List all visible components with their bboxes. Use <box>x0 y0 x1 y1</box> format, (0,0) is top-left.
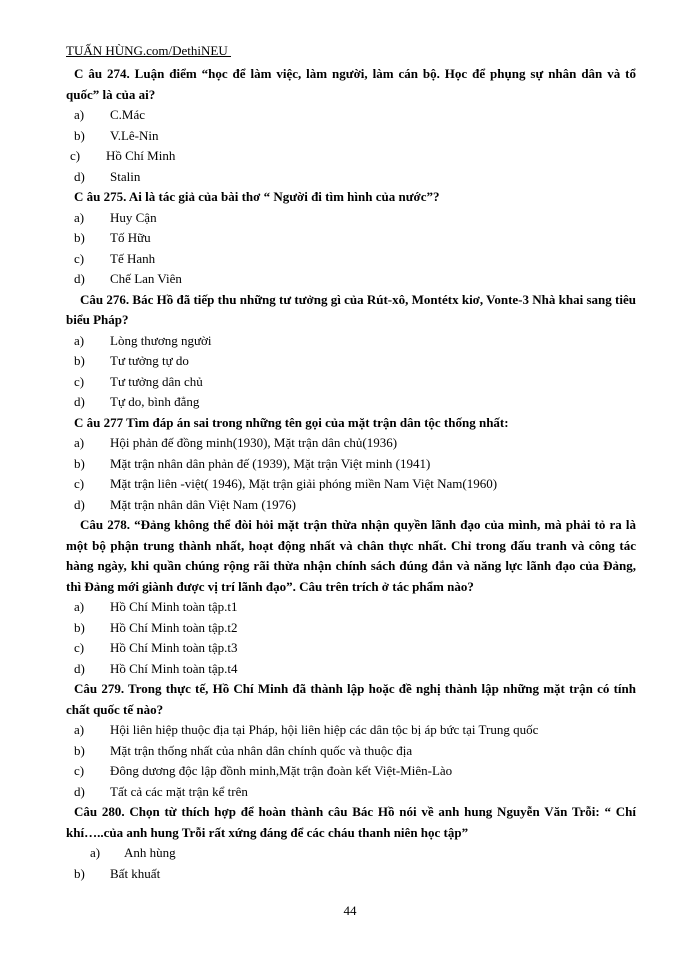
option-text: Hội phản đế đồng minh(1930), Mặt trận dân chủ(1936) <box>110 435 398 450</box>
page-header: TUẤN HÙNG.com/DethiNEU <box>66 43 232 58</box>
page-number: 44 <box>343 903 357 918</box>
option-letter: b) <box>74 619 85 635</box>
option-text: C.Mác <box>110 107 146 122</box>
option-274-a[interactable] <box>66 105 636 126</box>
option-text: Bất khuất <box>110 865 161 881</box>
option-279-b[interactable] <box>66 741 636 762</box>
option-letter: c) <box>74 250 85 266</box>
option-letter: a) <box>74 722 85 737</box>
option-277-d[interactable] <box>66 495 636 516</box>
option-text: Hồ Chí Minh <box>106 148 176 163</box>
option-text: Lòng thương người <box>110 332 212 348</box>
option-text: Mặt trận thống nhất của nhân dân chính quốc và thuộc địa <box>110 742 413 758</box>
option-278-a[interactable] <box>66 597 636 618</box>
option-text: Chế Lan Viên <box>110 271 182 286</box>
option-279-a[interactable] <box>66 720 636 741</box>
option-275-b[interactable] <box>66 228 636 249</box>
option-278-b[interactable] <box>66 618 636 639</box>
option-letter: b) <box>74 865 85 881</box>
option-280-b[interactable] <box>66 864 636 885</box>
option-275-a[interactable] <box>66 208 636 229</box>
option-text: Mặt trận liên -việt( 1946), Mặt trận giải phóng miền Nam Việt Nam(1960) <box>110 476 498 491</box>
option-letter: d) <box>74 168 85 184</box>
option-275-d[interactable] <box>66 269 636 290</box>
option-279-c[interactable] <box>66 761 636 782</box>
option-letter: d) <box>74 783 85 799</box>
option-275-c[interactable] <box>66 249 636 270</box>
option-text: Tự do, bình đẳng <box>110 394 200 409</box>
option-text: Stalin <box>110 168 141 184</box>
option-279-d[interactable] <box>66 782 636 803</box>
option-text: Mặt trận nhân dân Việt Nam (1976) <box>110 496 296 512</box>
option-274-c[interactable] <box>66 146 636 167</box>
option-letter: b) <box>74 742 85 758</box>
question-list <box>66 64 636 884</box>
option-letter: c) <box>74 373 85 389</box>
option-277-c[interactable] <box>66 474 636 495</box>
question-278: Câu 278. “Đảng không thể đòi hỏi mặt trận thừa nhận quyền lãnh đạo của mình, mà phải tỏ ra là một bộ phận trung thành nhất, hoạt động nhất và chân thực nhất. Chỉ trong đấu tranh và công tác hàng ngày, khi quần chúng rộng rãi thừa nhận chính sách đúng đắn và năng lực lãnh đạo của Đảng, thì Đảng mới giành được vị trí lãnh đạo”. Câu trên trích ở tác phẩm nào? <box>66 517 636 594</box>
option-letter: a) <box>74 332 85 348</box>
option-text: Mặt trận nhân dân phản đế (1939), Mặt trận Việt minh (1941) <box>110 455 431 471</box>
option-letter: a) <box>74 107 85 122</box>
option-letter: d) <box>74 394 85 409</box>
option-text: Đông dương độc lập đồnh minh,Mặt trận đoàn kết Việt-Miên-Lào <box>110 763 453 778</box>
option-276-b[interactable] <box>66 351 636 372</box>
option-letter: d) <box>74 271 85 286</box>
option-text: Hồ Chí Minh toàn tập.t4 <box>110 660 238 676</box>
option-letter: b) <box>74 127 85 143</box>
option-278-d[interactable] <box>66 659 636 680</box>
question-280: Câu 280. Chọn từ thích hợp để hoàn thành câu Bác Hồ nói về anh hung Nguyễn Văn Trỗi: “ Chí khí…..của anh hung Trỗi rất xứng đáng để các cháu thanh niên học tập” <box>66 804 636 840</box>
question-277: C âu 277 Tìm đáp án sai trong những tên gọi của mặt trận dân tộc thống nhất: <box>74 414 509 430</box>
option-text: Hội liên hiệp thuộc địa tại Pháp, hội liên hiệp các dân tộc bị áp bức tại Trung quốc <box>110 722 539 737</box>
option-text: Tố Hữu <box>110 230 151 245</box>
option-text: Tế Hanh <box>110 250 156 266</box>
option-277-a[interactable] <box>66 433 636 454</box>
option-277-b[interactable] <box>66 454 636 475</box>
option-letter: d) <box>74 496 85 512</box>
option-280-a[interactable] <box>66 843 636 864</box>
option-text: V.Lê-Nin <box>110 127 159 143</box>
option-letter: a) <box>74 599 85 614</box>
option-text: Huy Cận <box>110 209 157 225</box>
option-letter: b) <box>74 353 85 368</box>
option-text: Tư tưởng tự do <box>110 353 189 368</box>
option-letter: b) <box>74 455 85 471</box>
option-letter: b) <box>74 230 85 245</box>
option-278-c[interactable] <box>66 638 636 659</box>
question-279: Câu 279. Trong thực tế, Hồ Chí Minh đã thành lập hoặc đề nghị thành lập những mặt trận có tính chất quốc tế nào? <box>66 681 636 717</box>
option-276-a[interactable] <box>66 331 636 352</box>
option-letter: d) <box>74 660 85 676</box>
option-text: Tư tưởng dân chủ <box>110 373 203 389</box>
option-276-d[interactable] <box>66 392 636 413</box>
option-letter: c) <box>70 148 81 163</box>
option-text: Hồ Chí Minh toàn tập.t2 <box>110 619 238 635</box>
option-letter: c) <box>74 476 85 491</box>
option-276-c[interactable] <box>66 372 636 393</box>
question-275: C âu 275. Ai là tác giả của bài thơ “ Người đi tìm hình của nước”? <box>74 189 440 204</box>
option-274-d[interactable] <box>66 167 636 188</box>
option-letter: a) <box>74 435 85 450</box>
option-text: Tất cả các mặt trận kể trên <box>110 783 248 799</box>
option-letter: c) <box>74 763 85 778</box>
option-letter: a) <box>90 845 101 860</box>
question-274: C âu 274. Luận điểm “học để làm việc, làm người, làm cán bộ. Học để phụng sự nhân dân và tổ quốc” là của ai? <box>66 66 636 102</box>
option-letter: a) <box>74 209 85 225</box>
question-276: Câu 276. Bác Hồ đã tiếp thu những tư tưởng gì của Rút-xô, Montétx kiơ, Vonte-3 Nhà khai sang tiêu biểu Pháp? <box>66 291 636 327</box>
option-letter: c) <box>74 640 85 655</box>
option-text: Hồ Chí Minh toàn tập.t1 <box>110 599 238 614</box>
option-text: Anh hùng <box>124 845 176 860</box>
option-274-b[interactable] <box>66 126 636 147</box>
option-text: Hồ Chí Minh toàn tập.t3 <box>110 640 238 655</box>
